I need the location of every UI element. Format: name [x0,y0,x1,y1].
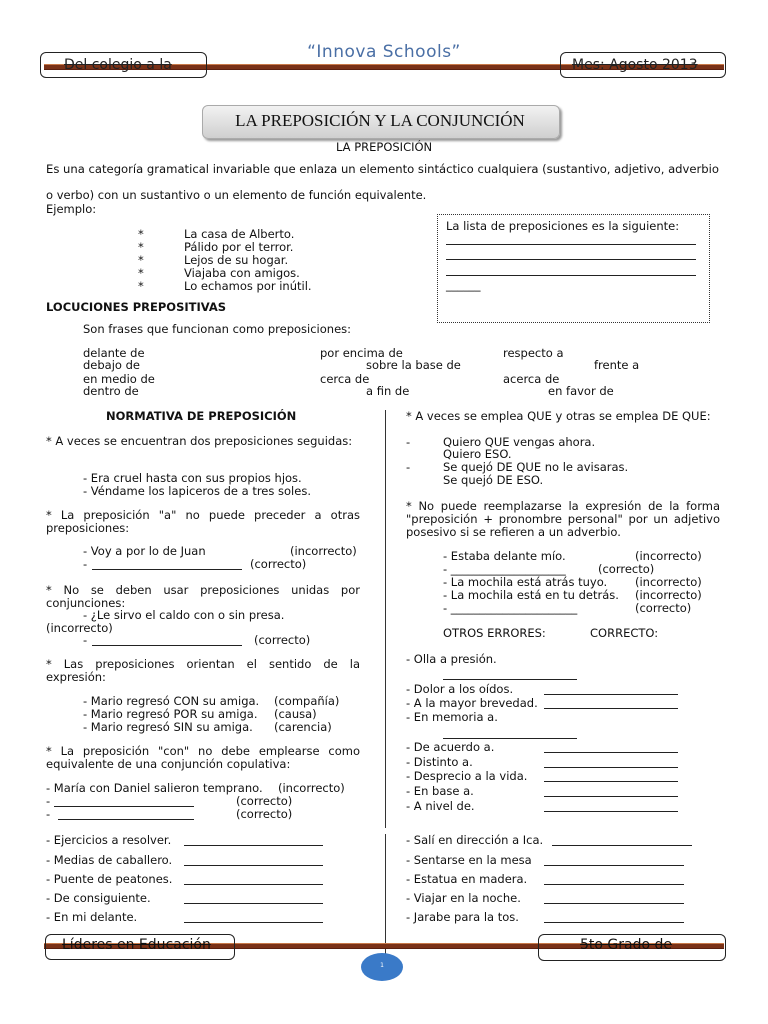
rule-4-example: - Mario regresó CON su amiga. [83,694,260,708]
footer-left-text: Líderes en Educación [62,937,211,953]
error-item: - Dolor a los oídos. [406,682,514,696]
rule-1-example: - Véndame los lapiceros de a tres soles. [83,484,311,498]
right-rule-1-dash: - [406,460,411,474]
right-rule-1-example: Se quejó DE ESO. [443,473,544,487]
error-item: - En memoria a. [406,710,498,724]
locucion-item: debajo de [83,358,140,372]
example-bullet: * [138,227,144,241]
error-answer-blank [544,694,678,695]
error-item: - A la mayor brevedad. [406,696,538,710]
right-rule-2-item: - ____________________ [443,562,566,576]
locuciones-heading: LOCUCIONES PREPOSITIVAS [46,300,227,314]
exercise-left-blank [184,922,323,923]
locucion-item: a fin de [366,384,410,398]
intro-line-1: Es una categoría gramatical invariable que enlaza un elemento sintáctico cualquiera (sustantivo, adjetivo, adverbio [46,162,719,176]
exercise-right-blank [544,865,684,866]
page-number: 1 [380,962,384,969]
exercise-left: - En mi delante. [46,910,138,924]
exercise-right-blank [552,845,692,846]
locucion-item: sobre la base de [366,358,461,372]
exercise-right-blank [544,922,684,923]
right-rule-1-dash: - [406,435,411,449]
example-item: Lo echamos por inútil. [184,279,312,293]
rule-2-wrong: - Voy a por lo de Juan [83,544,206,558]
header-left-text: Del colegio a la [64,57,172,73]
error-answer-blank [544,796,678,797]
list-blank-line [446,275,696,276]
list-blank-short: ______ [446,278,481,292]
error-answer-blank [544,811,678,812]
error-item: - Distinto a. [406,755,473,769]
rule-5-wrong-tag: (incorrecto) [278,781,345,795]
exercise-right: - Sentarse en la mesa [406,853,532,867]
right-rule-2-item: - Estaba delante mío. [443,549,566,563]
rule-4-tag: (carencia) [274,720,332,734]
error-item: - A nivel de. [406,799,475,813]
rule-3-right-tag: (correcto) [254,633,311,647]
right-rule-2-item: - ______________________ [443,601,578,615]
rule-2-blank-prefix: - [83,557,88,571]
exercise-right-blank [544,903,684,904]
column-divider [385,410,386,828]
page-title: LA PREPOSICIÓN Y LA CONJUNCIÓN [235,111,525,130]
right-rule-2-tag: (incorrecto) [635,575,702,589]
right-rule-2-item: - La mochila está en tu detrás. [443,588,619,602]
rule-5-blank-prefix: - [46,794,51,808]
example-item: Pálido por el terror. [184,240,294,254]
rule-4-example: - Mario regresó POR su amiga. [83,707,258,721]
right-rule-2-tag: (correcto) [598,562,655,576]
rule-4-tag: (causa) [274,707,317,721]
example-bullet: * [138,240,144,254]
right-rule-2-item: - La mochila está atrás tuyo. [443,575,608,589]
rule-5-right-tag: (correcto) [236,794,293,808]
rule-3-blank [92,645,242,646]
error-answer-blank [544,781,678,782]
rule-4: * Las preposiciones orientan el sentido de la expresión: [46,657,360,684]
rule-5-right-tag: (correcto) [236,807,293,821]
rule-3-example: - ¿Le sirvo el caldo con o sin presa. [83,608,285,622]
right-rule-1: * A veces se emplea QUE y otras se emplea DE QUE: [406,409,711,423]
rule-5: * La preposición "con" no debe emplearse como equivalente de una conjunción copulativa: [46,744,360,771]
normativa-heading: NORMATIVA DE PREPOSICIÓN [106,409,297,423]
exercise-left-blank [184,884,323,885]
rule-5-blank [54,806,194,807]
exercise-left-blank [184,903,323,904]
exercise-left: - De consiguiente. [46,891,151,905]
rule-2-blank [92,569,242,570]
list-blank-line [446,244,696,245]
rule-2: * La preposición "a" no puede preceder a otras preposiciones: [46,508,360,535]
list-blank-line [446,259,696,260]
locucion-item: dentro de [83,384,139,398]
rule-2-right-tag: (correcto) [250,557,307,571]
otros-errores-heading: OTROS ERRORES: [443,626,546,640]
rule-3: * No se deben usar preposiciones unidas por conjunciones: [46,583,360,610]
exercise-left: - Ejercicios a resolver. [46,833,172,847]
rule-5-wrong: - María con Daniel salieron temprano. [46,781,263,795]
error-answer-blank [544,767,678,768]
rule-2-wrong-tag: (incorrecto) [290,544,357,558]
rule-1: * A veces se encuentran dos preposiciones seguidas: [46,434,353,448]
example-bullet: * [138,253,144,267]
error-answer-blank [544,752,678,753]
column-divider-bottom [385,834,386,956]
example-item: Viajaba con amigos. [184,266,300,280]
locuciones-intro: Son frases que funcionan como preposiciones: [83,322,352,336]
exercise-right: - Estatua en madera. [406,872,528,886]
rule-4-tag: (compañía) [274,694,340,708]
footer-right-text: 5to Grado de [580,937,672,953]
error-item: - Desprecio a la vida. [406,769,528,783]
exercise-left: - Puente de peatones. [46,872,173,886]
locucion-item: por encima de [320,346,403,360]
rule-5-blank [58,819,194,820]
subtitle: LA PREPOSICIÓN [336,140,433,154]
correcto-heading: CORRECTO: [590,626,659,640]
exercise-right: - Viajar en la noche. [406,891,521,905]
right-rule-2: * No puede reemplazarse la expresión de la forma "preposición + pronombre personal" por un adjetivo posesivo si se refieren a un adverbio. [406,499,720,539]
example-label: Ejemplo: [46,202,97,216]
rule-3-wrong-tag: (incorrecto) [46,621,113,635]
rule-3-blank-prefix: - [83,633,88,647]
school-name: “Innova Schools” [307,42,461,62]
right-rule-2-tag: (incorrecto) [635,588,702,602]
error-item: - En base a. [406,784,474,798]
exercise-left-blank [184,865,323,866]
list-box-title: La lista de preposiciones es la siguiente: [446,219,680,233]
locucion-item: acerca de [503,372,560,386]
rule-1-example: - Era cruel hasta con sus propios hjos. [83,471,302,485]
right-rule-1-example: Quiero ESO. [443,447,512,461]
locucion-item: cerca de [320,372,370,386]
locucion-item: respecto a [503,346,564,360]
error-answer-blank [544,708,678,709]
intro-line-2: o verbo) con un sustantivo o un elemento de función equivalente. [46,188,427,202]
error-item: - Olla a presión. [406,652,497,666]
right-rule-1-example: Se quejó DE QUE no le avisaras. [443,460,629,474]
rule-5-blank-prefix: - [46,807,51,821]
locucion-item: en favor de [548,384,614,398]
right-rule-2-tag: (correcto) [635,601,692,615]
exercise-right-blank [544,884,684,885]
locucion-item: en medio de [83,372,155,386]
exercise-left: - Medias de caballero. [46,853,173,867]
exercise-right: - Jarabe para la tos. [406,910,519,924]
example-bullet: * [138,279,144,293]
exercise-right: - Salí en dirección a Ica. [406,833,544,847]
error-answer-blank [443,679,577,680]
locucion-item: delante de [83,346,145,360]
locucion-item: frente a [594,358,640,372]
example-item: La casa de Alberto. [184,227,295,241]
right-rule-2-tag: (incorrecto) [635,549,702,563]
exercise-left-blank [184,845,323,846]
error-answer-blank [443,738,577,739]
example-item: Lejos de su hogar. [184,253,289,267]
right-rule-1-example: Quiero QUE vengas ahora. [443,435,596,449]
rule-4-example: - Mario regresó SIN su amiga. [83,720,253,734]
example-bullet: * [138,266,144,280]
error-item: - De acuerdo a. [406,740,495,754]
header-right-text: Mes: Agosto 2013 [572,57,698,73]
